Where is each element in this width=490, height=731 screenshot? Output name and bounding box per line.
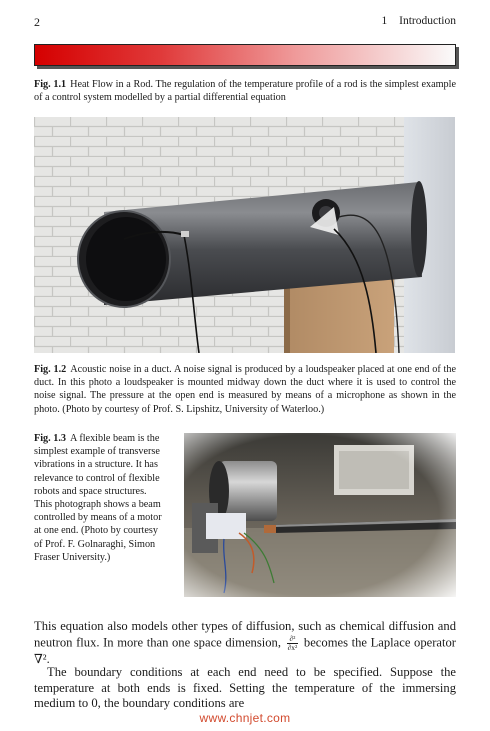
fig-1-2-caption-text: Acoustic noise in a duct. A noise signal is produced by a loudspeaker placed at one end of the duct. In this photo a loudspeaker is mounted midway down the duct where it is used to control the noise signal. The pressure at the open end is measured by means of a microphone as shown in the photo. (Photo by courtesy of Prof. S. Lipshitz, University of Waterloo.) (34, 364, 456, 415)
fig-1-1-gradient-bar (34, 44, 456, 66)
fraction-denominator: ∂x² (287, 642, 298, 652)
fig-1-3-beam-photo (184, 433, 456, 597)
fig-1-2-label: Fig. 1.2 (34, 364, 67, 375)
fig-1-2-caption (34, 363, 456, 416)
chapter-title: Introduction (399, 15, 456, 27)
fraction-numerator: ∂² (287, 635, 299, 644)
fig-1-3-caption (34, 432, 166, 564)
body-paragraph-1 (34, 619, 456, 667)
body-paragraph-1-text-b: becomes the Laplace operator ∇². (34, 634, 456, 666)
fig-1-1-label: Fig. 1.1 (34, 79, 67, 90)
second-derivative-fraction (287, 635, 299, 652)
fig-1-3-label: Fig. 1.3 (34, 433, 66, 444)
running-header (382, 15, 456, 27)
chapter-number: 1 (381, 15, 388, 27)
fig-1-1-caption (34, 78, 456, 104)
page-number: 2 (34, 15, 40, 29)
fig-1-3-caption-text: A flexible beam is the simplest example of transverse vibrations in a structure. It has relevance to control of flexible robots and space structures. This photograph shows a beam controlled by means of a motor at one end. (Photo by courtesy of Prof. F. Golnaraghi, Simon Fraser University.) (34, 433, 162, 563)
fig-1-1-caption-text: Heat Flow in a Rod. The regulation of the temperature profile of a rod is the simplest example of a control system modelled by a partial differential equation (34, 79, 456, 104)
fig-1-2-duct-photo (34, 117, 455, 353)
watermark-text: www.chnjet.com (199, 711, 291, 725)
body-paragraph-1-text-a: This equation also models other types of diffusion, such as chemical diffusion and neutron flux. In more than one space dimension, (34, 619, 456, 649)
body-paragraph-2: The boundary conditions at each end need to be specified. Suppose the temperature at both ends is fixed. Setting the temperature of the immersing medium to 0, the boundary conditions are (34, 665, 456, 711)
